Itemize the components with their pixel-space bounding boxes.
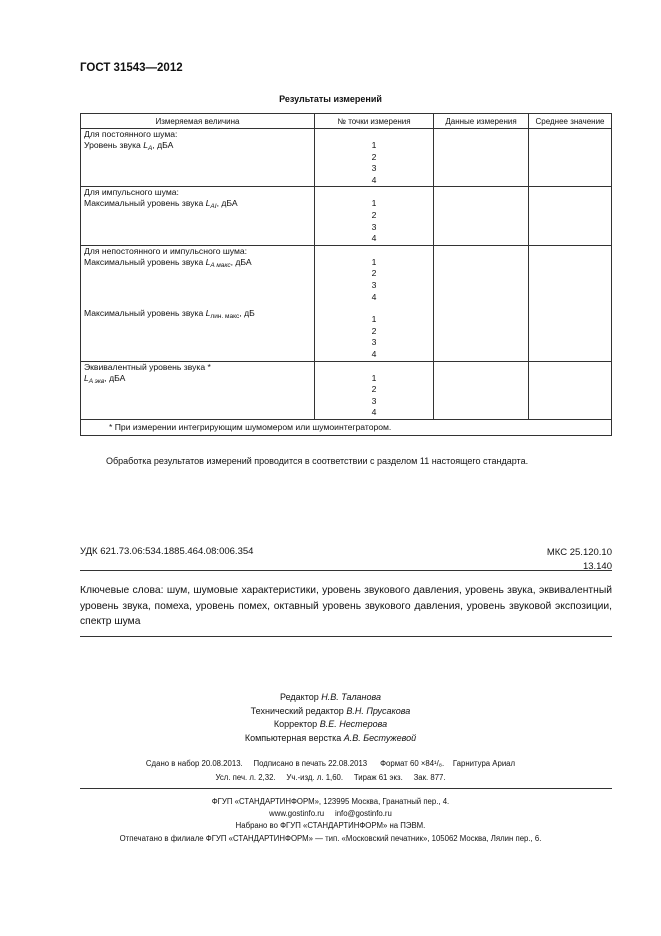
publisher-line-4: Отпечатано в филиале ФГУП «СТАНДАРТИНФОРМ» — тип. «Московский печатник», 105062 Москва, Лялин пер., 6. bbox=[119, 833, 542, 843]
table-footnote: * При измерении интегрирующим шумомером или шумоинтегратором. bbox=[81, 419, 612, 435]
group-label: Для непостоянного и импульсного шума: bbox=[84, 245, 248, 256]
group-label: Для постоянного шума: bbox=[84, 129, 178, 139]
quantity-cell bbox=[81, 187, 315, 245]
quantity-label: Уровень звука $L_A$, дБА bbox=[84, 140, 174, 152]
table-row bbox=[81, 245, 612, 361]
print-info bbox=[0, 757, 661, 784]
corrector-line: Корректор В.Е. Нестерова bbox=[273, 719, 388, 729]
divider bbox=[80, 570, 612, 571]
point-number: 4 bbox=[371, 174, 377, 185]
group-label: Эквивалентный уровень звука * bbox=[84, 361, 211, 372]
point-cell bbox=[315, 187, 434, 245]
point-number: 4 bbox=[371, 233, 377, 244]
point-number: 3 bbox=[371, 163, 377, 174]
table-row bbox=[81, 129, 612, 187]
divider bbox=[80, 788, 612, 789]
col-header-data: Данные измерения bbox=[434, 114, 529, 129]
tech-editor-line: Технический редактор В.Н. Прусакова bbox=[250, 705, 411, 716]
publisher-line-3: Набрано во ФГУП «СТАНДАРТИНФОРМ» на ПЭВМ. bbox=[235, 821, 426, 831]
point-number: 1 bbox=[371, 140, 377, 150]
quantity-cell bbox=[81, 361, 315, 419]
col-header-point: № точки измерения bbox=[315, 114, 434, 129]
quantity-label: Максимальный уровень звука $L_{лин. макс}$, дБ bbox=[84, 307, 255, 320]
point-number: 2 bbox=[371, 268, 377, 279]
mean-cell bbox=[529, 129, 612, 187]
mks-line-1: МКС 25.120.10 bbox=[546, 547, 612, 558]
quantity-label: Максимальный уровень звука $L_{A макс}$, дБА bbox=[84, 256, 252, 269]
mean-cell bbox=[529, 187, 612, 245]
table-title: Результаты измерений bbox=[279, 94, 382, 104]
table-header-row bbox=[81, 114, 612, 129]
point-number: 2 bbox=[371, 325, 377, 336]
data-cell bbox=[434, 361, 529, 419]
point-number: 4 bbox=[371, 407, 377, 418]
data-cell bbox=[434, 187, 529, 245]
col-header-mean: Среднее значение bbox=[529, 114, 612, 129]
results-table bbox=[80, 113, 612, 436]
point-number: 2 bbox=[371, 209, 377, 220]
table-row bbox=[81, 361, 612, 419]
udc-code: УДК 621.73.06:534.1885.464.08:006.354 bbox=[80, 546, 254, 557]
publisher-info bbox=[0, 796, 661, 845]
data-cell bbox=[434, 129, 529, 187]
print-info-line-1: Сдано в набор 20.08.2013. Подписано в печать 22.08.2013 Формат 60 ×84¹/₈. Гарнитура Ариал bbox=[145, 759, 516, 768]
standard-header: ГОСТ 31543—2012 bbox=[80, 62, 183, 74]
point-number: 1 bbox=[371, 198, 377, 209]
processing-note: Обработка результатов измерений проводится в соответствии с разделом 11 настоящего стандарта. bbox=[106, 456, 529, 466]
point-number: 4 bbox=[371, 291, 377, 302]
point-number: 1 bbox=[371, 256, 377, 267]
table-footnote-row bbox=[81, 419, 612, 435]
editorial-credits bbox=[0, 691, 661, 745]
table-row bbox=[81, 187, 612, 245]
point-number: 3 bbox=[371, 279, 377, 290]
group-label: Для импульсного шума: bbox=[84, 187, 179, 198]
point-number: 3 bbox=[371, 337, 377, 348]
point-number: 2 bbox=[371, 151, 377, 162]
divider bbox=[80, 636, 612, 637]
mean-cell bbox=[529, 245, 612, 361]
mean-cell bbox=[529, 361, 612, 419]
point-number: 1 bbox=[371, 372, 377, 383]
point-number: 3 bbox=[371, 395, 377, 406]
point-number: 4 bbox=[371, 348, 377, 359]
quantity-label: $L_{A экв}$, дБА bbox=[84, 372, 126, 385]
quantity-cell bbox=[81, 245, 315, 361]
print-info-line-2: Усл. печ. л. 2,32. Уч.-изд. л. 1,60. Тираж 61 экз. Зак. 877. bbox=[215, 772, 446, 782]
quantity-label: Максимальный уровень звука $L_{AI}$, дБА bbox=[84, 198, 238, 211]
layout-line: Компьютерная верстка А.В. Бестужевой bbox=[244, 732, 417, 743]
mks-line-2: 13.140 bbox=[582, 561, 612, 572]
point-number: 1 bbox=[371, 314, 377, 325]
quantity-cell bbox=[81, 129, 315, 187]
point-number: 3 bbox=[371, 221, 377, 232]
point-cell bbox=[315, 129, 434, 187]
point-cell bbox=[315, 361, 434, 419]
data-cell bbox=[434, 245, 529, 361]
publisher-line-1: ФГУП «СТАНДАРТИНФОРМ», 123995 Москва, Гранатный пер., 4. bbox=[211, 797, 450, 806]
keywords: Ключевые слова: шум, шумовые характеристики, уровень звукового давления, уровень звука, эквивалентный уровень звука, помеха, уровень помех, октавный уровень звукового давления, уровень звуковой экспозиции, спектр шума bbox=[80, 585, 612, 627]
point-cell bbox=[315, 245, 434, 361]
col-header-quantity: Измеряемая величина bbox=[81, 114, 315, 129]
editor-line: Редактор Н.В. Таланова bbox=[279, 692, 382, 702]
point-number: 2 bbox=[371, 384, 377, 395]
publisher-line-2: www.gostinfo.ru info@gostinfo.ru bbox=[269, 809, 392, 819]
